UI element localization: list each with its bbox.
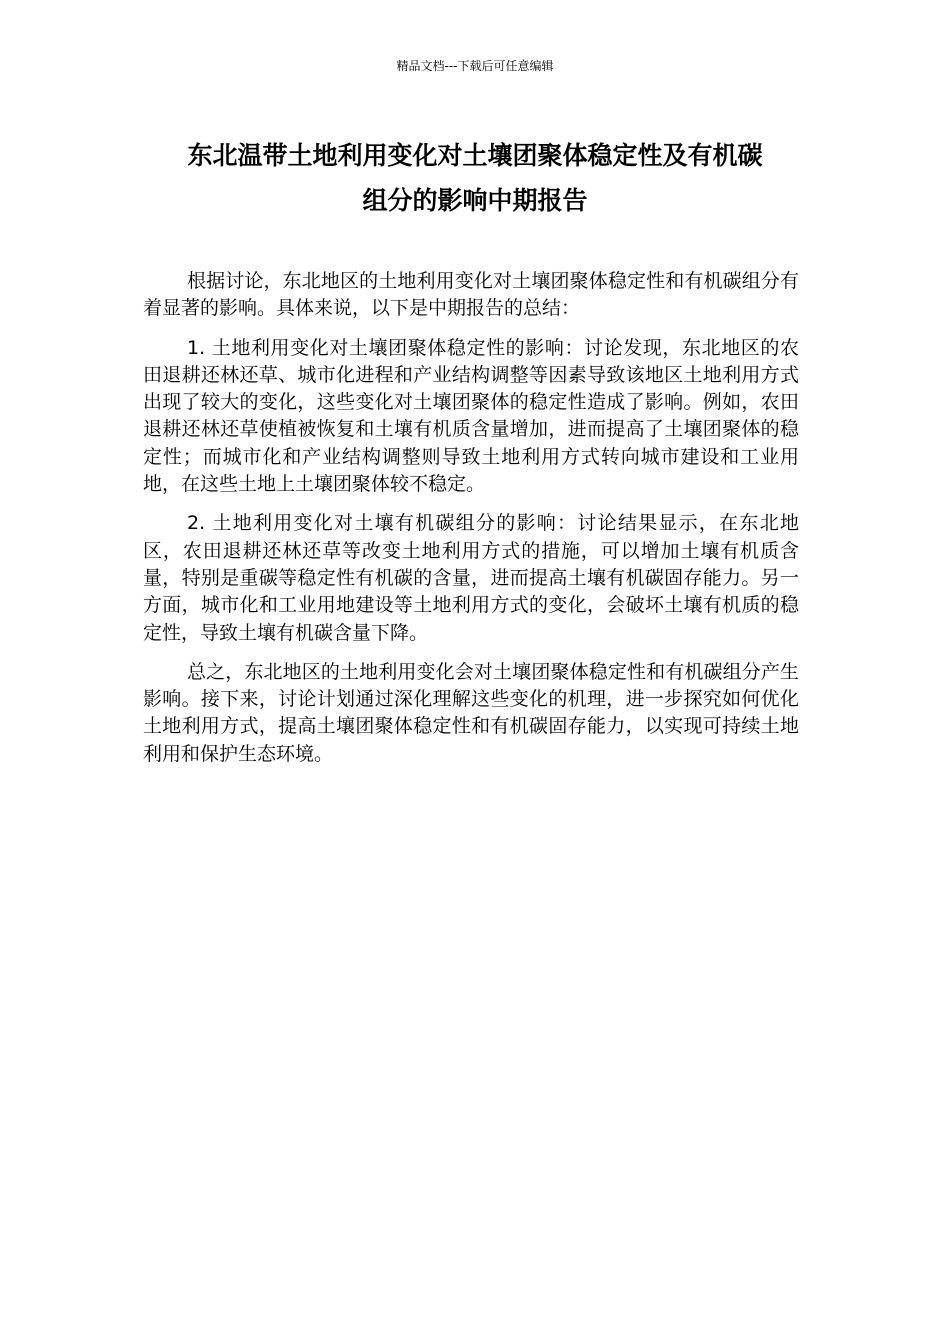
document-title <box>130 133 820 223</box>
title-line-1: 东北温带土地利用变化对土壤团聚体稳定性及有机碳 <box>187 141 763 170</box>
title-line-2: 组分的影响中期报告 <box>362 186 588 215</box>
paragraph-conclusion: 总之，东北地区的土地利用变化会对土壤团聚体稳定性和有机碳组分产生影响。接下来，讨论计划通过深化理解这些变化的机理，进一步探究如何优化土地利用方式，提高土壤团聚体稳定性和有机碳固存能力，以实现可持续土地利用和保护生态环境。 <box>143 660 799 765</box>
paragraph-aggregate-stability: 1. 土地利用变化对土壤团聚体稳定性的影响：讨论发现，东北地区的农田退耕还林还草、城市化进程和产业结构调整等因素导致该地区土地利用方式出现了较大的变化，这些变化对土壤团聚体的稳定性造成了影响。例如，农田退耕还林还草使植被恢复和土壤有机质含量增加，进而提高了土壤团聚体的稳定性；而城市化和产业结构调整则导致土地利用方式转向城市建设和工业用地，在这些土地上土壤团聚体较不稳定。 <box>143 336 799 496</box>
paragraph-intro: 根据讨论，东北地区的土地利用变化对土壤团聚体稳定性和有机碳组分有着显著的影响。具体来说，以下是中期报告的总结： <box>143 270 799 320</box>
document-body <box>143 268 799 780</box>
paragraph-organic-carbon: 2. 土地利用变化对土壤有机碳组分的影响：讨论结果显示，在东北地区，农田退耕还林还草等改变土地利用方式的措施，可以增加土壤有机质含量，特别是重碳等稳定性有机碳的含量，进而提高土壤有机碳固存能力。另一方面，城市化和工业用地建设等土地利用方式的变化，会破坏土壤有机质的稳定性，导致土壤有机碳含量下降。 <box>143 512 799 644</box>
page-header: 精品文档---下载后可任意编辑 <box>396 59 554 73</box>
